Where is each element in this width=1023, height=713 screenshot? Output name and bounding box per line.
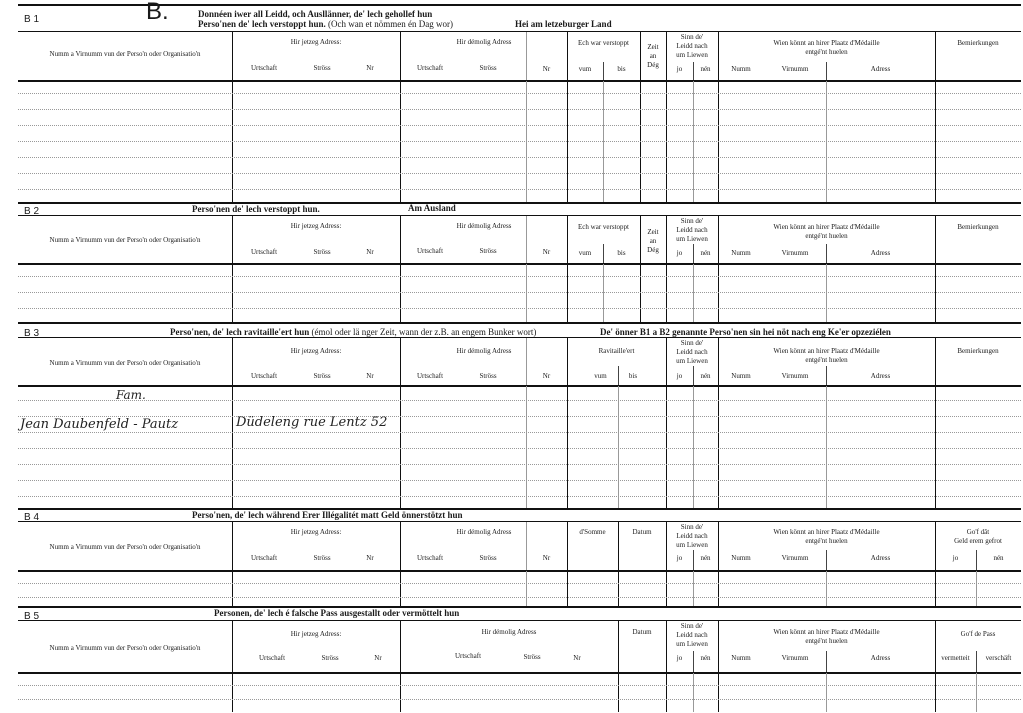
section-rule — [18, 202, 1021, 204]
col-to: bis — [617, 65, 626, 73]
col-pass-torn: verschäft — [985, 654, 1012, 662]
section-b5 — [18, 606, 1021, 712]
entry-area[interactable] — [18, 386, 1021, 508]
col-street: Ströss — [523, 653, 541, 661]
col-date: Datum — [632, 528, 652, 536]
col-number: Nr — [366, 248, 374, 256]
section-b2 — [18, 202, 1021, 322]
col-locality: Urtschaft — [250, 372, 278, 380]
col-alive-1: Sinn de' — [680, 523, 704, 531]
col-medal-2: entgé'nt huelen — [805, 48, 848, 56]
col-number: Nr — [573, 654, 581, 662]
col-to: bis — [617, 249, 626, 257]
col-street: Ströss — [479, 247, 497, 255]
col-number: Nr — [542, 248, 551, 256]
col-locality: Urtschaft — [250, 64, 278, 72]
col-medal-name: Numm — [731, 249, 751, 257]
handwritten-name: Jean Daubenfeld - Pautz — [20, 417, 179, 432]
col-current-address: Hir jetzeg Adress: — [290, 222, 342, 230]
col-from: vum — [578, 249, 592, 257]
col-number: Nr — [374, 654, 382, 662]
section-title: Perso'nen, de' lech ravitaille'ert hun — [170, 327, 310, 337]
col-street: Ströss — [479, 554, 497, 562]
col-medal-firstname: Virnumm — [781, 65, 809, 73]
section-title-note: (émol oder lä nger Zeit, wann der z.B. an engem Bunker wort) — [311, 327, 537, 337]
col-former-address: Hir démolig Adress — [481, 628, 537, 636]
col-alive-3: um Liewen — [676, 235, 708, 243]
col-medal-firstname: Virnumm — [781, 249, 809, 257]
col-alive-1: Sinn de' — [680, 33, 704, 41]
col-time-3: Dég — [647, 61, 659, 69]
col-medal-firstname: Virnumm — [781, 372, 809, 380]
col-medal-1: Wien könnt an hirer Plaatz d'Médaille — [773, 528, 880, 536]
col-current-address: Hir jetzeg Adress: — [290, 630, 342, 638]
col-from: vum — [594, 372, 607, 380]
section-title-line — [170, 327, 536, 337]
col-no: nén — [700, 65, 711, 73]
col-number: Nr — [542, 554, 551, 562]
col-from: vum — [578, 65, 592, 73]
col-locality: Urtschaft — [416, 64, 444, 72]
col-remarks: Bemierkungen — [957, 223, 999, 231]
col-former-address: Hir démolig Adress — [456, 38, 512, 46]
col-street: Ströss — [321, 654, 339, 662]
col-no: nén — [700, 654, 711, 662]
col-medal-name: Numm — [731, 65, 751, 73]
col-medal-2: entgé'nt huelen — [805, 356, 848, 364]
section-rule — [18, 606, 1021, 608]
section-title-line2 — [198, 19, 453, 29]
col-locality: Urtschaft — [250, 554, 278, 562]
col-hidden: Ech war verstoppt — [578, 223, 629, 231]
section-b3 — [18, 322, 1021, 508]
col-medal-address: Adress — [870, 372, 891, 380]
section-code: B 1 — [24, 14, 40, 25]
col-alive-1: Sinn de' — [680, 622, 704, 630]
col-no: nén — [700, 249, 711, 257]
section-subtitle: Hei am letzeburger Land — [515, 19, 612, 29]
col-street: Ströss — [479, 372, 497, 380]
section-title-line1: Donnéen iwer all Leidd, och Ausllänner, de' lech gehollef hun — [198, 9, 433, 19]
section-rule — [18, 322, 1021, 324]
col-medal-1: Wien könnt an hirer Plaatz d'Médaille — [773, 628, 880, 636]
col-money-returned-2: Geld erem gefrot — [954, 537, 1002, 545]
col-name: Numm a Virnumm vun der Perso'n oder Organisatio'n — [49, 543, 201, 551]
section-title: Perso'nen, de' lech während Erer Illégalitét matt Geld önnerstötzt hun — [192, 510, 463, 520]
col-date: Datum — [632, 628, 652, 636]
col-yes: jo — [676, 249, 683, 257]
col-pass-returned: vermetteit — [941, 654, 970, 662]
section-code: B 2 — [24, 206, 40, 217]
column-header — [18, 215, 1021, 265]
col-locality: Urtschaft — [258, 654, 286, 662]
col-street: Ströss — [313, 64, 331, 72]
col-alive-3: um Liewen — [676, 541, 708, 549]
section-title-note: (Och wan et nömmen én Dag wor) — [328, 19, 453, 29]
col-street: Ströss — [313, 554, 331, 562]
column-header — [18, 31, 1021, 82]
col-yes: jo — [676, 65, 683, 73]
col-time-2: an — [649, 237, 657, 245]
entry-area[interactable] — [18, 571, 1021, 606]
col-alive-2: Leidd nach — [676, 631, 708, 639]
col-time-1: Zeit — [647, 228, 659, 236]
col-medal-name: Numm — [731, 654, 751, 662]
section-subtitle: Am Ausland — [408, 203, 456, 213]
col-name: Numm a Virnumm vun der Perso'n oder Organisatio'n — [49, 236, 201, 244]
col-number: Nr — [366, 554, 374, 562]
col-former-address: Hir démolig Adress — [456, 528, 512, 536]
col-locality: Urtschaft — [250, 248, 278, 256]
col-medal-address: Adress — [870, 249, 891, 257]
col-name: Numm a Virnumm vun der Perso'n oder Organisatio'n — [49, 359, 201, 367]
col-yes: jo — [676, 372, 683, 380]
col-supplied: Ravitaille'ert — [598, 347, 635, 355]
col-locality: Urtschaft — [416, 247, 444, 255]
handwritten-family: Fam. — [116, 388, 146, 402]
col-street: Ströss — [313, 248, 331, 256]
col-remarks: Bemierkungen — [957, 39, 999, 47]
col-current-address: Hir jetzeg Adress: — [290, 528, 342, 536]
section-code: B 5 — [24, 611, 40, 622]
column-header — [18, 620, 1021, 674]
col-medal-firstname: Virnumm — [781, 654, 809, 662]
section-subtitle: De' önner B1 a B2 genannte Perso'nen sin hei nöt nach eng Ke'er opzeziélen — [600, 327, 891, 337]
col-alive-2: Leidd nach — [676, 42, 708, 50]
col-street: Ströss — [313, 372, 331, 380]
col-yes: jo — [676, 654, 683, 662]
col-medal-address: Adress — [870, 554, 891, 562]
col-number: Nr — [542, 372, 551, 380]
col-medal-2: entgé'nt huelen — [805, 637, 848, 645]
col-medal-name: Numm — [731, 372, 751, 380]
col-number: Nr — [366, 372, 374, 380]
col-number: Nr — [542, 65, 551, 73]
col-former-address: Hir démolig Adress — [456, 222, 512, 230]
section-title: Personen, de' lech é falsche Pass ausgestallt oder vermöttelt hun — [214, 608, 460, 618]
section-title: Perso'nen de' lech verstoppt hun. — [198, 19, 326, 29]
form-letter: B. — [146, 0, 169, 25]
col-alive-2: Leidd nach — [676, 348, 708, 356]
col-no: nén — [993, 554, 1004, 562]
col-to: bis — [628, 372, 638, 380]
col-time-1: Zeit — [647, 43, 659, 51]
col-alive-2: Leidd nach — [676, 226, 708, 234]
col-name: Numm a Virnumm vun der Perso'n oder Organisatio'n — [49, 50, 201, 58]
col-former-address: Hir démolig Adress — [456, 347, 512, 355]
col-locality: Urtschaft — [454, 652, 482, 660]
col-time-3: Dég — [647, 246, 659, 254]
col-medal-name: Numm — [731, 554, 751, 562]
entry-area[interactable] — [18, 81, 1021, 202]
col-alive-1: Sinn de' — [680, 217, 704, 225]
entry-area[interactable] — [18, 673, 1021, 712]
col-medal-1: Wien könnt an hirer Plaatz d'Médaille — [773, 223, 880, 231]
col-current-address: Hir jetzeg Adress: — [290, 38, 342, 46]
col-time-2: an — [649, 52, 657, 60]
section-b1 — [18, 0, 1021, 202]
section-b4 — [18, 508, 1021, 606]
col-name: Numm a Virnumm vun der Perso'n oder Organisatio'n — [49, 644, 201, 652]
col-pass: Go'f de Pass — [960, 630, 996, 638]
section-title: Perso'nen de' lech verstoppt hun. — [192, 204, 320, 214]
col-locality: Urtschaft — [416, 554, 444, 562]
col-street: Ströss — [479, 64, 497, 72]
col-alive-2: Leidd nach — [676, 532, 708, 540]
col-alive-3: um Liewen — [676, 640, 708, 648]
col-medal-address: Adress — [870, 65, 891, 73]
col-yes: jo — [952, 554, 959, 562]
col-locality: Urtschaft — [416, 372, 444, 380]
col-current-address: Hir jetzeg Adress: — [290, 347, 342, 355]
col-medal-1: Wien könnt an hirer Plaatz d'Médaille — [773, 39, 880, 47]
column-header — [18, 521, 1021, 572]
col-no: nén — [700, 372, 711, 380]
col-medal-address: Adress — [870, 654, 891, 662]
column-header — [18, 337, 1021, 387]
col-medal-firstname: Virnumm — [781, 554, 809, 562]
section-rule — [18, 508, 1021, 510]
col-medal-2: entgé'nt huelen — [805, 232, 848, 240]
col-no: nén — [700, 554, 711, 562]
col-number: Nr — [366, 64, 374, 72]
col-money-returned-1: Go'f dât — [966, 528, 990, 536]
col-medal-1: Wien könnt an hirer Plaatz d'Médaille — [773, 347, 880, 355]
col-medal-2: entgé'nt huelen — [805, 537, 848, 545]
entry-area[interactable] — [18, 264, 1021, 322]
col-hidden: Ech war verstoppt — [578, 39, 629, 47]
col-remarks: Bemierkungen — [957, 347, 999, 355]
col-yes: jo — [676, 554, 683, 562]
section-code: B 3 — [24, 328, 40, 339]
section-code: B 4 — [24, 512, 40, 523]
col-alive-3: um Liewen — [676, 357, 708, 365]
col-sum: d'Somme — [579, 528, 606, 536]
handwritten-address: Düdeleng rue Lentz 52 — [236, 415, 388, 430]
col-alive-1: Sinn de' — [680, 339, 704, 347]
col-alive-3: um Liewen — [676, 51, 708, 59]
